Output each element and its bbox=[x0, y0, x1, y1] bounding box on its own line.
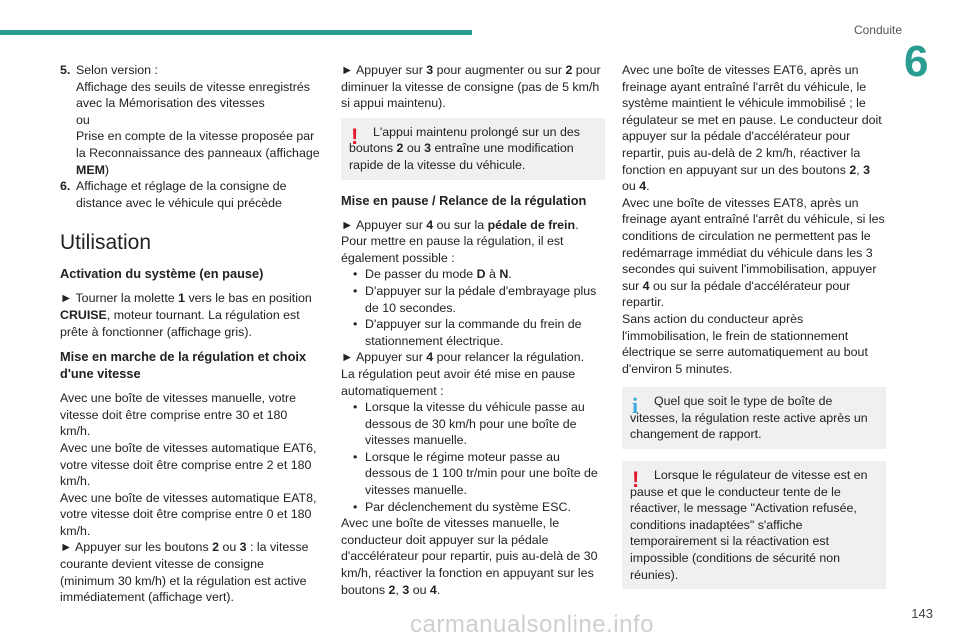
paragraph: Avec une boîte de vitesses automatique EAT6, votre vitesse doit être comprise entre 2 et 180 km/h. bbox=[60, 440, 317, 489]
list-item: • Par déclenchement du système ESC. bbox=[353, 499, 571, 514]
item-text: Affichage des seuils de vitesse enregistrés avec la Mémorisation des vitesses bbox=[76, 79, 310, 111]
bullet-list bbox=[341, 266, 605, 349]
column-1 bbox=[60, 62, 320, 606]
subheading-activation: Activation du système (en pause) bbox=[60, 266, 264, 282]
paragraph: ► Appuyer sur 4 ou sur la pédale de frein. bbox=[341, 217, 579, 232]
subheading-marche: Mise en marche de la régulation et choix d'une vitesse bbox=[60, 349, 307, 382]
column-2 bbox=[341, 62, 605, 598]
paragraph: Pour mettre en pause la régulation, il est également possible : bbox=[341, 234, 564, 265]
page-number: 143 bbox=[911, 606, 933, 621]
list-item: • D'appuyer sur la pédale d'embrayage plus de 10 secondes. bbox=[353, 283, 597, 315]
bullet-list bbox=[341, 399, 605, 515]
item-text: ou bbox=[76, 112, 90, 127]
paragraph: Avec une boîte de vitesses manuelle, votre vitesse doit être comprise entre 30 et 180 km/h. bbox=[60, 391, 297, 439]
chapter-number: 6 bbox=[904, 37, 929, 86]
item-number: 6. bbox=[60, 179, 71, 194]
paragraph: Sans action du conducteur après l'immobilisation, le frein de stationnement électrique se serre automatiquement au bout d'environ 5 minutes. bbox=[622, 311, 868, 376]
warning-note bbox=[341, 118, 605, 180]
list-item: • Lorsque la vitesse du véhicule passe au dessous de 30 km/h pour une boîte de vitesses manuelle. bbox=[353, 400, 585, 448]
info-note bbox=[622, 387, 886, 449]
list-item: • D'appuyer sur la commande du frein de stationnement électrique. bbox=[353, 317, 582, 348]
note-text: L'appui maintenu prolongé sur un des boutons 2 ou 3 entraîne une modification rapide de la vitesse du véhicule. bbox=[349, 124, 580, 172]
paragraph: La régulation peut avoir été mise en pause automatiquement : bbox=[341, 366, 576, 398]
item-text: Selon version : bbox=[76, 63, 158, 77]
item-number: 5. bbox=[60, 63, 71, 77]
paragraph: Avec une boîte de vitesses manuelle, le conducteur doit appuyer sur la pédale d'accélérateur pour repartir, puis au-delà de 30 km/h, réactiver la fonction en appuyant sur les boutons 2, 3 ou 4. bbox=[341, 516, 598, 597]
note-text: Lorsque le régulateur de vitesse est en pause et que le conducteur tente de le réactiver, le message "Activation refusée, conditions inadaptées" s'affiche temporairement si la réactivation est impossible (conditions de sécurité non réunies). bbox=[630, 468, 868, 582]
list-item-5 bbox=[60, 62, 320, 178]
paragraph: Avec une boîte de vitesses EAT8, après un freinage ayant entraîné l'arrêt du véhicule, si les conditions de circulation ne permettent pas le redémarrage immédiat du véhicule dans les 3 secondes qui suivent l'immobilisation, appuyer sur 4 ou sur la pédale d'accélérateur pour repartir. bbox=[622, 195, 885, 310]
warning-icon: ! bbox=[351, 123, 359, 149]
item-text: Affichage et réglage de la consigne de distance avec le véhicule qui précède bbox=[76, 179, 287, 210]
paragraph: Avec une boîte de vitesses EAT6, après un freinage ayant entraîné l'arrêt du véhicule, le système maintient le véhicule immobilisé ; le régulateur se met en pause. Le conducteur doit appuyer sur la pédale d'accélérateur pour repartir, puis au-delà de 2 km/h, réactiver la fonction en appuyant sur un des boutons 2, 3 ou 4. bbox=[622, 63, 882, 194]
column-3 bbox=[622, 62, 886, 597]
item-text: Prise en compte de la vitesse proposée par la Reconnaissance des panneaux (affichage MEM) bbox=[76, 129, 320, 177]
info-icon: i bbox=[632, 393, 639, 419]
note-text: Quel que soit le type de boîte de vitesses, la régulation reste active après un changement de rapport. bbox=[630, 394, 868, 442]
list-item-6 bbox=[60, 178, 320, 211]
warning-note bbox=[622, 461, 886, 589]
paragraph: ► Appuyer sur 3 pour augmenter ou sur 2 pour diminuer la vitesse de consigne (pas de 5 km/h si appui maintenu). bbox=[341, 63, 601, 111]
section-title: Conduite bbox=[853, 23, 902, 37]
watermark: carmanualsonline.info bbox=[410, 611, 654, 638]
header-accent-bar bbox=[0, 30, 472, 35]
warning-icon: ! bbox=[632, 467, 640, 493]
paragraph: ► Appuyer sur les boutons 2 ou 3 : la vitesse courante devient vitesse de consigne (minimum 30 km/h) et la régulation est active immédiatement (affichage vert). bbox=[60, 540, 309, 605]
paragraph: Avec une boîte de vitesses automatique EAT8, votre vitesse doit être comprise entre 0 et 180 km/h. bbox=[60, 490, 317, 538]
paragraph: ► Tourner la molette 1 vers le bas en position CRUISE, moteur tournant. La régulation est prête à fonctionner (affichage gris). bbox=[60, 291, 312, 339]
subheading-pause: Mise en pause / Relance de la régulation bbox=[341, 192, 587, 208]
list-item: • Lorsque le régime moteur passe au dessous de 1 100 tr/min pour une boîte de vitesses manuelle. bbox=[353, 449, 598, 498]
paragraph: ► Appuyer sur 4 pour relancer la régulation. bbox=[341, 350, 585, 365]
list-item: • De passer du mode D à N. bbox=[353, 267, 512, 282]
section-heading: Utilisation bbox=[60, 231, 152, 255]
